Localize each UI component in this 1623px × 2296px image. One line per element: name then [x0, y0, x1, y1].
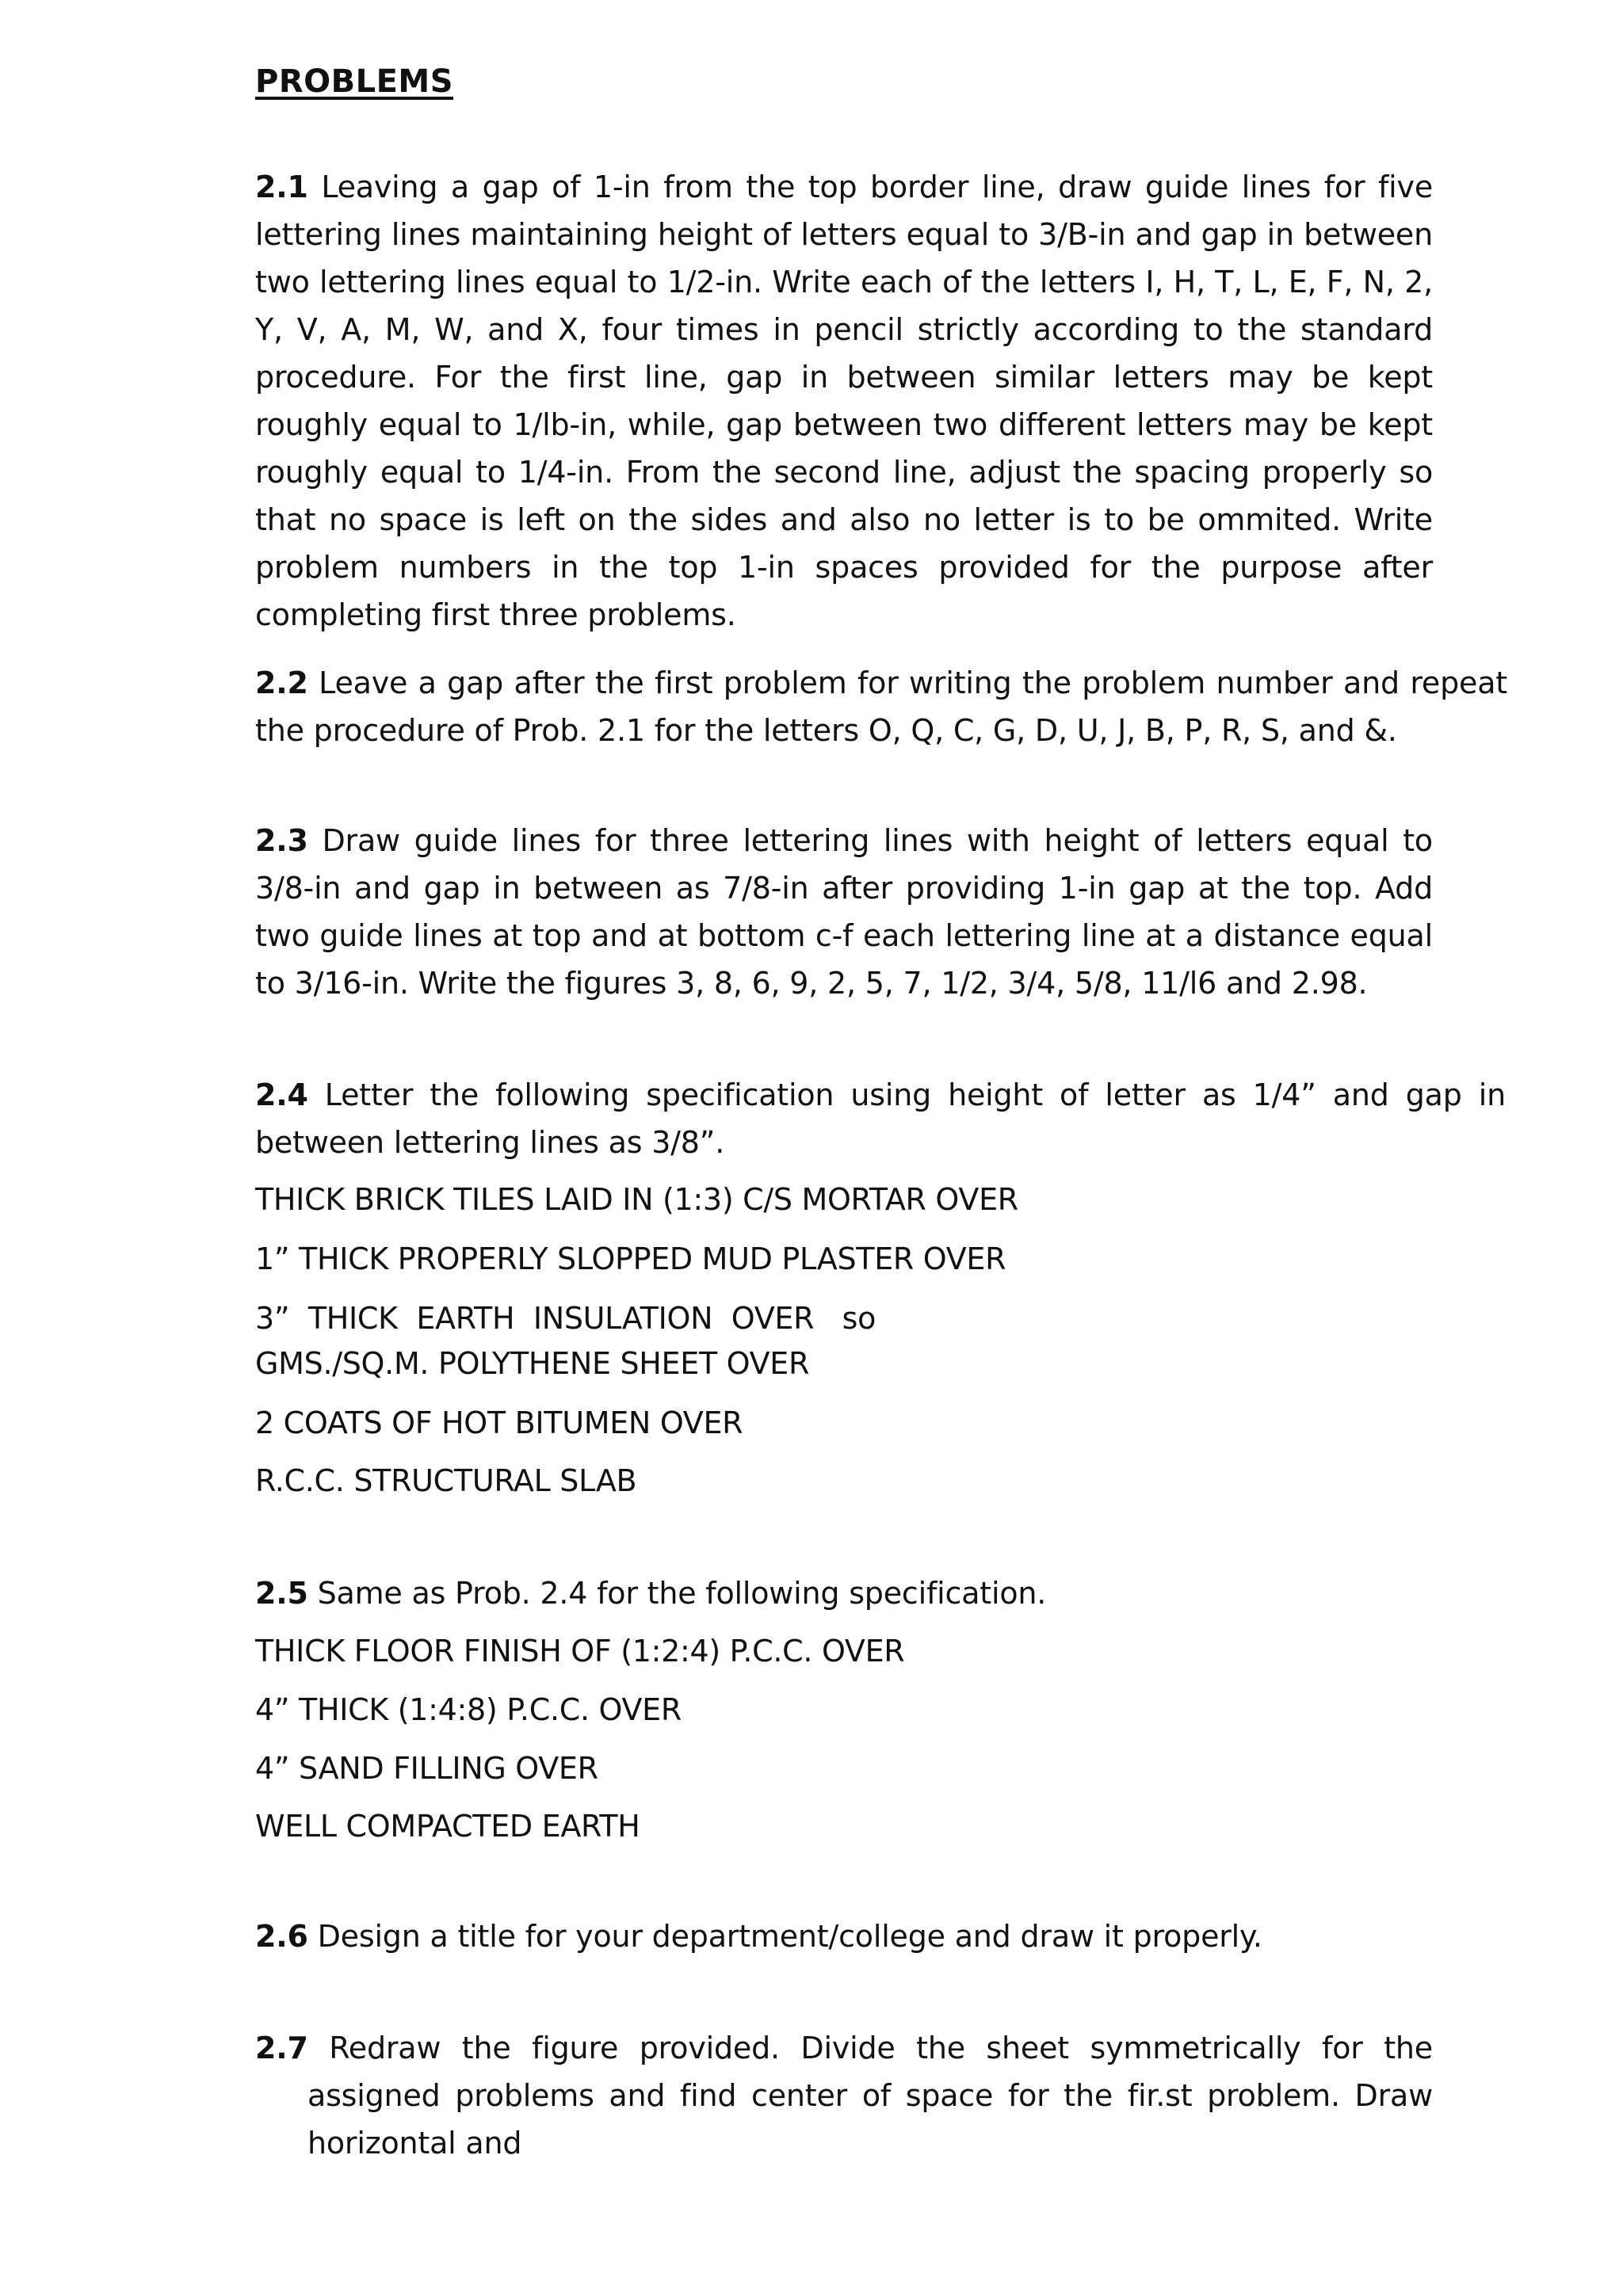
problem-text: Same as Prob. 2.4 for the following specification.: [317, 1576, 1047, 1611]
problem-number: 2.2: [255, 666, 308, 700]
problem-2-7: [255, 2024, 1433, 2167]
spec-line: 4” THICK (1:4:8) P.C.C. OVER: [255, 1692, 682, 1727]
problem-2-1: [255, 163, 1433, 639]
problem-text: Leaving a gap of 1-in from the top border line, draw guide lines for five lettering lines maintaining height of letters equal to 3/B-in and gap in between two lettering lines equal to 1/2-in. Write each of the letters I, H, T, L, E, F, N, 2, Y, V, A, M, W, and X, four times in pencil strictly according to the standard procedure. For the first line, gap in between similar letters may be kept roughly equal to 1/lb-in, while, gap between two different letters may be kept roughly equal to 1/4-in. From the second line, adjust the spacing properly so that no space is left on the sides and also no letter is to be ommited. Write problem numbers in the top 1-in spaces provided for the purpose after completing first three problems.: [255, 170, 1433, 632]
spec-line: THICK BRICK TILES LAID IN (1:3) C/S MORTAR OVER: [255, 1182, 1018, 1217]
spec-line: WELL COMPACTED EARTH: [255, 1809, 640, 1844]
problem-2-5: [255, 1569, 1433, 1617]
spec-line: 3” THICK EARTH INSULATION OVER so: [255, 1301, 876, 1336]
problem-text: Redraw the figure provided. Divide the sheet symmetrically for the assigned problems and find center of space for the fir.st problem. Draw horizontal and: [307, 2031, 1433, 2161]
problem-number: 2.4: [255, 1077, 308, 1112]
problem-2-2: [255, 659, 1507, 754]
problem-number: 2.5: [255, 1576, 308, 1611]
spec-line: 4” SAND FILLING OVER: [255, 1751, 598, 1786]
problem-number: 2.3: [255, 823, 308, 858]
spec-line: THICK FLOOR FINISH OF (1:2:4) P.C.C. OVER: [255, 1634, 905, 1669]
spec-line: GMS./SQ.M. POLYTHENE SHEET OVER: [255, 1346, 810, 1381]
problem-2-3: [255, 817, 1433, 1007]
spec-line: 2 COATS OF HOT BITUMEN OVER: [255, 1405, 743, 1440]
problem-text: Leave a gap after the first problem for writing the problem number and repeat the procedure of Prob. 2.1 for the letters O, Q, C, G, D, U, J, B, P, R, S, and &.: [255, 666, 1507, 748]
problem-text: Draw guide lines for three lettering lines with height of letters equal to 3/8-in and gap in between as 7/8-in after providing 1-in gap at the top. Add two guide lines at top and at bottom c-f each lettering line at a distance equal to 3/16-in. Write the figures 3, 8, 6, 9, 2, 5, 7, 1/2, 3/4, 5/8, 11/l6 and 2.98.: [255, 823, 1433, 1001]
problem-number: 2.1: [255, 170, 308, 204]
spec-line: 1” THICK PROPERLY SLOPPED MUD PLASTER OVER: [255, 1241, 1006, 1276]
problem-text: Design a title for your department/college and draw it properly.: [317, 1919, 1262, 1954]
problem-text: Letter the following specification using height of letter as 1/4” and gap in between lettering lines as 3/8”.: [255, 1077, 1506, 1160]
problem-number: 2.7: [255, 2031, 308, 2065]
page-title: PROBLEMS: [255, 63, 454, 100]
problem-number: 2.6: [255, 1919, 308, 1954]
spec-line: R.C.C. STRUCTURAL SLAB: [255, 1463, 637, 1498]
problem-2-4: [255, 1071, 1506, 1166]
problem-2-6: [255, 1913, 1433, 1960]
